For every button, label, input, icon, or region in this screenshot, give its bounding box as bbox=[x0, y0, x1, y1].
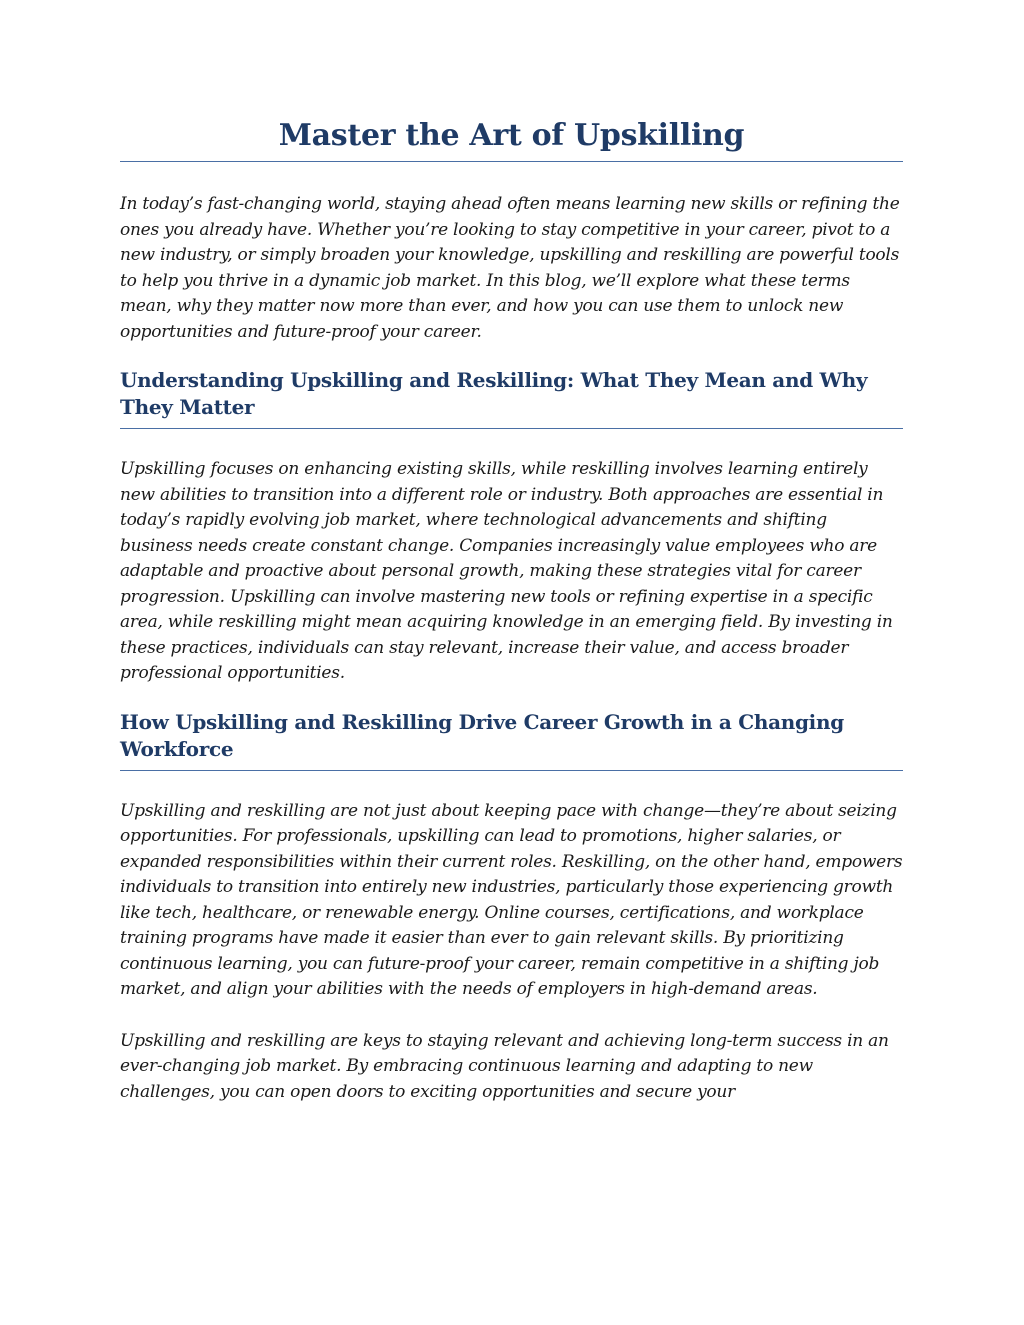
intro-block bbox=[120, 192, 903, 345]
document-page bbox=[120, 118, 903, 1105]
section-heading-career-growth: How Upskilling and Reskilling Drive Career Growth in a Changing Workforce bbox=[120, 709, 903, 771]
section-heading-understanding: Understanding Upskilling and Reskilling: What They Mean and Why They Matter bbox=[120, 367, 903, 429]
intro-paragraph: In today’s fast-changing world, staying ahead often means learning new skills or refining the ones you already have. Whether you’re looking to stay competitive in your career, pivot to a new industry, or simply broaden your knowledge, upskilling and reskilling are powerful tools to help you thrive in a dynamic job market. In this blog, we’ll explore what these terms mean, why they matter now more than ever, and how you can use them to unlock new opportunities and future-proof your career. bbox=[120, 194, 900, 342]
section-paragraph: Upskilling and reskilling are not just about keeping pace with change—they’re about seizing opportunities. For professionals, upskilling can lead to promotions, higher salaries, or expanded responsibilities within their current roles. Reskilling, on the other hand, empowers individuals to transition into entirely new industries, particularly those experiencing growth like tech, healthcare, or renewable energy. Online courses, certifications, and workplace training programs have made it easier than ever to gain relevant skills. By prioritizing continuous learning, you can future-proof your career, remain competitive in a shifting job market, and align your abilities with the needs of employers in high-demand areas. bbox=[120, 800, 903, 999]
closing-paragraph: Upskilling and reskilling are keys to staying relevant and achieving long-term success in an ever-changing job market. By embracing continuous learning and adapting to new challenges, you can open doors to exciting opportunities and secure your bbox=[120, 1030, 889, 1102]
page-title: Master the Art of Upskilling bbox=[120, 118, 903, 162]
section-paragraph: Upskilling focuses on enhancing existing skills, while reskilling involves learning entirely new abilities to transition into a different role or industry. Both approaches are essential in today’s rapidly evolving job market, where technological advancements and shifting business needs create constant change. Companies increasingly value employees who are adaptable and proactive about personal growth, making these strategies vital for career progression. Upskilling can involve mastering new tools or refining expertise in a specific area, while reskilling might mean acquiring knowledge in an emerging field. By investing in these practices, individuals can stay relevant, increase their value, and access broader professional opportunities. bbox=[120, 459, 893, 683]
section-body-career-growth bbox=[120, 799, 903, 1003]
closing-block bbox=[120, 1029, 903, 1106]
section-body-understanding bbox=[120, 457, 903, 687]
